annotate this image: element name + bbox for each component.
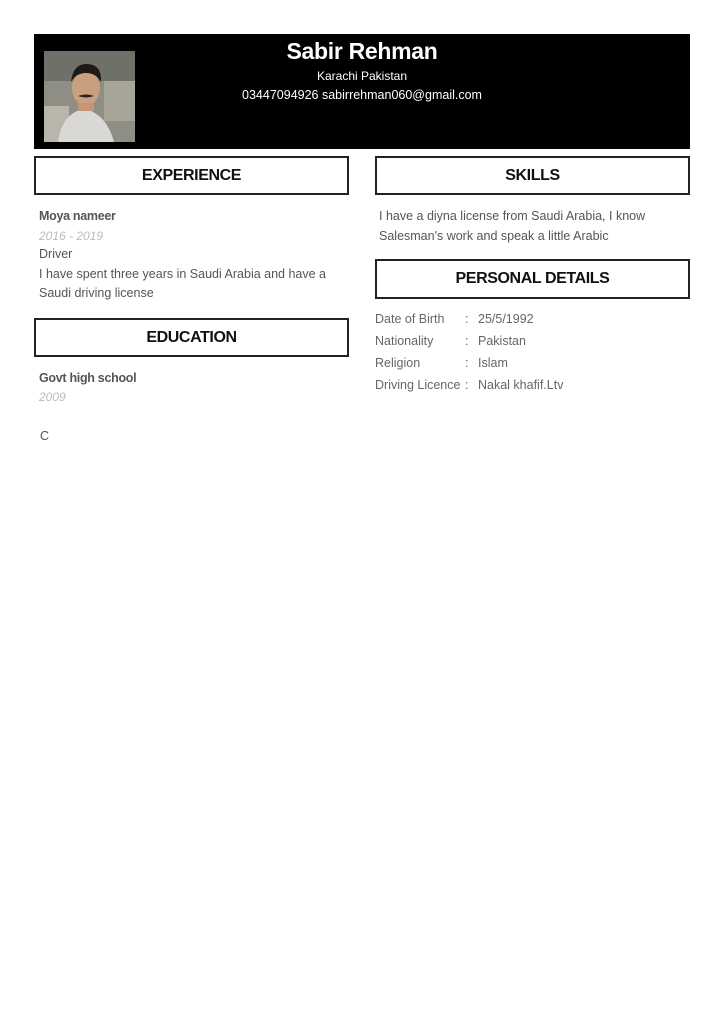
detail-value: Nakal khafif.Ltv [478,378,564,392]
detail-colon: : [465,378,469,392]
detail-row-dob [375,312,534,326]
detail-value: Pakistan [478,334,526,348]
detail-colon: : [465,334,469,348]
detail-colon: : [465,312,469,326]
detail-value: Islam [478,356,508,370]
experience-description-line1: I have spent three years in Saudi Arabia and have a [39,267,326,281]
candidate-location: Karachi Pakistan [316,69,408,83]
detail-label: Driving Licence [375,378,461,392]
detail-colon: : [465,356,469,370]
experience-role: Driver [39,247,73,261]
experience-period: 2016 - 2019 [39,229,104,243]
detail-row-religion [375,356,508,370]
detail-row-nationality [375,334,526,348]
skills-line1: I have a diyna license from Saudi Arabia, I know [379,209,646,223]
education-note: C [40,429,50,443]
candidate-contact: 03447094926 sabirrehman060@gmail.com [242,88,482,102]
skills-heading: SKILLS [375,156,690,195]
education-year: 2009 [39,390,66,404]
detail-label: Date of Birth [375,312,445,326]
detail-label: Religion [375,356,421,370]
education-heading: EDUCATION [34,318,349,357]
experience-employer: Moya nameer [39,209,116,223]
personal-details-heading: PERSONAL DETAILS [375,259,690,299]
experience-description-line2: Saudi driving license [39,286,154,300]
experience-heading: EXPERIENCE [34,156,349,195]
resume-header [34,34,690,149]
education-school: Govt high school [39,371,137,385]
detail-value: 25/5/1992 [478,312,534,326]
candidate-name: Sabir Rehman [286,38,438,64]
detail-row-driving-licence [375,378,563,392]
detail-label: Nationality [375,334,434,348]
skills-line2: Salesman's work and speak a little Arabic [379,229,609,243]
